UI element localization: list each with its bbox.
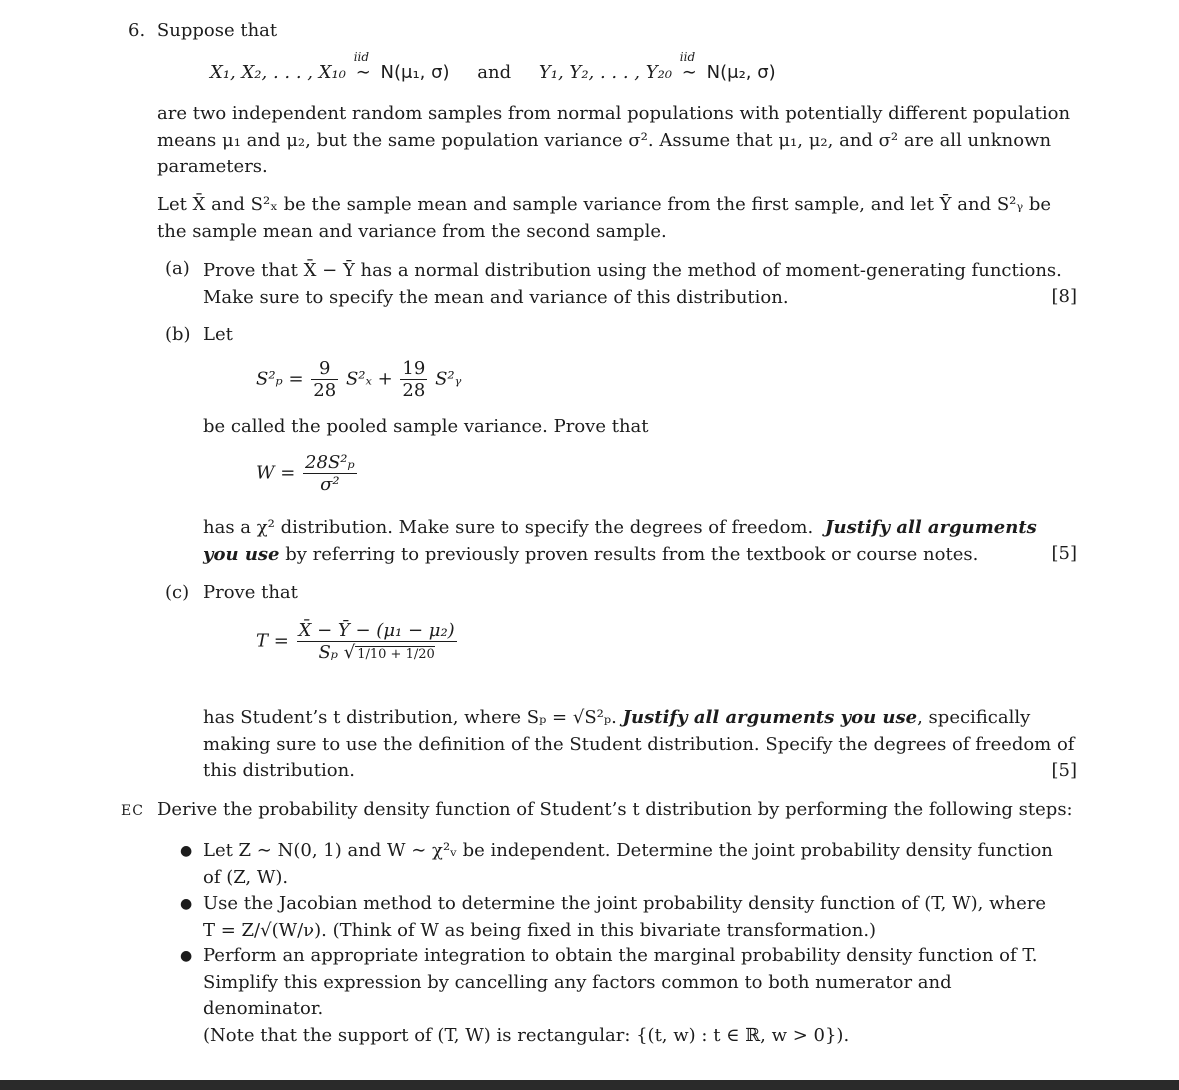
- part-c-marks: [5]: [1051, 760, 1077, 781]
- part-a-line1: Prove that X̄ − Ȳ has a normal distribution using the method of moment-generating functions.: [203, 260, 1062, 281]
- question-number-text: 6.: [128, 20, 146, 41]
- dist-x: N(μ₁, σ): [380, 62, 450, 83]
- ec-bullet1-line2: of (Z, W).: [203, 866, 289, 888]
- and-word: and: [477, 62, 512, 83]
- t-den: Sₚ √ 1/10 + 1/20: [318, 642, 435, 663]
- pooled-sentence: be called the pooled sample variance. Prove that: [203, 416, 649, 437]
- coef1-den: 28: [313, 380, 337, 401]
- ec-bullet-3: [203, 943, 1077, 1049]
- ec-intro: Derive the probability density function of Student’s t distribution by performing the following steps:: [157, 799, 1073, 820]
- question-intro: Suppose that: [156, 20, 278, 41]
- t-den-f1: 1/10: [357, 647, 387, 662]
- coef1-fraction: [311, 358, 338, 401]
- para2-line1: Let X̄ and S²ₓ be the sample mean and sample variance from the first sample, and let Ȳ and S²ᵧ be: [157, 194, 1052, 215]
- part-c-line3: this distribution.: [203, 760, 355, 781]
- question-number: [128, 20, 277, 41]
- samples-x: X₁, X₂, . . . , X₁₀: [210, 62, 346, 83]
- part-a-marks: [8]: [1051, 286, 1077, 307]
- w-fraction: [303, 452, 357, 495]
- w-lhs: W =: [256, 462, 296, 484]
- part-a-text: [203, 258, 1077, 311]
- part-b-let: Let: [203, 324, 233, 345]
- t-statistic-formula: [256, 620, 459, 663]
- bottom-bar: [0, 1080, 1179, 1090]
- part-c-text: [203, 705, 1077, 785]
- part-b-justify1: Justify all arguments: [824, 517, 1037, 538]
- iid-label-x: iid: [353, 50, 370, 64]
- ec-bullet3-line2: Simplify this expression by cancelling any factors common to both numerator and denominator.: [203, 971, 952, 1019]
- part-c-prove: Prove that: [203, 582, 298, 603]
- coef2-num: 19: [402, 358, 426, 379]
- part-b-marks: [5]: [1051, 543, 1077, 564]
- part-c-line1: [203, 705, 1077, 732]
- cropped-previous-line: [0, 0, 1179, 4]
- dist-y: N(μ₂, σ): [706, 62, 776, 83]
- para1-line2: means μ₁ and μ₂, but the same population variance σ². Assume that μ₁, μ₂, and σ² are all unknown: [157, 129, 1052, 151]
- w-den: σ²: [320, 474, 340, 495]
- paragraph-notation: [157, 192, 1077, 245]
- ec-bullet3-line1: Perform an appropriate integration to obtain the marginal probability density function of T.: [203, 945, 1038, 966]
- ec-bullet-1: [203, 838, 1077, 891]
- ec-label: EC: [121, 803, 144, 819]
- iid-symbol-y: iid ∼: [679, 50, 697, 83]
- t-fraction: [297, 620, 457, 663]
- paragraph-assumptions: [157, 101, 1077, 181]
- part-c-line1-a: has Student’s t distribution, where Sₚ = √S²ₚ.: [203, 707, 617, 728]
- part-b-line2-text: by referring to previously proven results from the textbook or course notes.: [285, 543, 979, 565]
- iid-label-y: iid: [679, 50, 696, 64]
- samples-y: Y₁, Y₂, . . . , Y₂₀: [538, 62, 673, 83]
- para2-line2: the sample mean and variance from the second sample.: [157, 220, 667, 242]
- pooled-variance-formula: [256, 358, 461, 401]
- sy-term: S²ᵧ: [435, 368, 462, 390]
- part-b-line1: [203, 515, 1077, 542]
- t-den-sqrt: 1/10 + 1/20: [357, 647, 435, 662]
- bullet-1-icon: ●: [180, 843, 193, 859]
- part-a-line2: Make sure to specify the mean and variance of this distribution.: [203, 286, 789, 308]
- t-lhs: T =: [256, 630, 289, 652]
- part-a-label: (a): [165, 258, 190, 279]
- para1-line1: are two independent random samples from normal populations with potentially different population: [157, 103, 1071, 124]
- ec-bullet2-line2: T = Z/√(W/ν). (Think of W as being fixed in this bivariate transformation.): [203, 919, 877, 941]
- t-num: X̄ − Ȳ − (μ₁ − μ₂): [298, 620, 455, 641]
- part-c-line1-b: Justify all arguments you use: [622, 707, 918, 728]
- ec-bullet2-line1: Use the Jacobian method to determine the joint probability density function of (T, W), where: [203, 893, 1046, 914]
- coef2-den: 28: [402, 380, 426, 401]
- iid-symbol-x: iid ∼: [353, 50, 371, 83]
- bullet-3-icon: ●: [180, 948, 193, 964]
- part-b-label: (b): [165, 324, 191, 345]
- w-num: 28S²ₚ: [305, 452, 355, 473]
- sx-term: S²ₓ +: [345, 368, 393, 390]
- part-c-line2: making sure to use the definition of the Student distribution. Specify the degrees of freedom of: [203, 733, 1075, 755]
- ec-bullet1-line1: Let Z ∼ N(0, 1) and W ∼ χ²ᵥ be independent. Determine the joint probability density function: [203, 840, 1053, 861]
- coef2-fraction: [400, 358, 427, 401]
- part-b-text: [203, 515, 1077, 568]
- t-den-f2: 1/20: [405, 647, 435, 662]
- part-b-justify2: you use: [203, 543, 280, 565]
- ec-bullet-2: [203, 891, 1077, 944]
- bullet-2-icon: ●: [180, 896, 193, 912]
- sp-lhs: S²ₚ =: [256, 368, 304, 390]
- ec-bullet3-line3: (Note that the support of (T, W) is rectangular: {(t, w) : t ∈ ℝ, w > 0}).: [203, 1024, 850, 1046]
- coef1-num: 9: [311, 358, 338, 380]
- w-formula: [256, 452, 359, 495]
- part-b-line2: [203, 542, 1077, 569]
- t-den-sp: Sₚ: [318, 642, 338, 663]
- part-b-line1-text: has a χ² distribution. Make sure to specify the degrees of freedom.: [203, 517, 814, 538]
- sample-definition-line: [210, 50, 776, 83]
- part-c-label: (c): [165, 582, 190, 603]
- para1-line3: parameters.: [157, 156, 268, 177]
- part-c-line1-c: , specifically: [917, 707, 1031, 728]
